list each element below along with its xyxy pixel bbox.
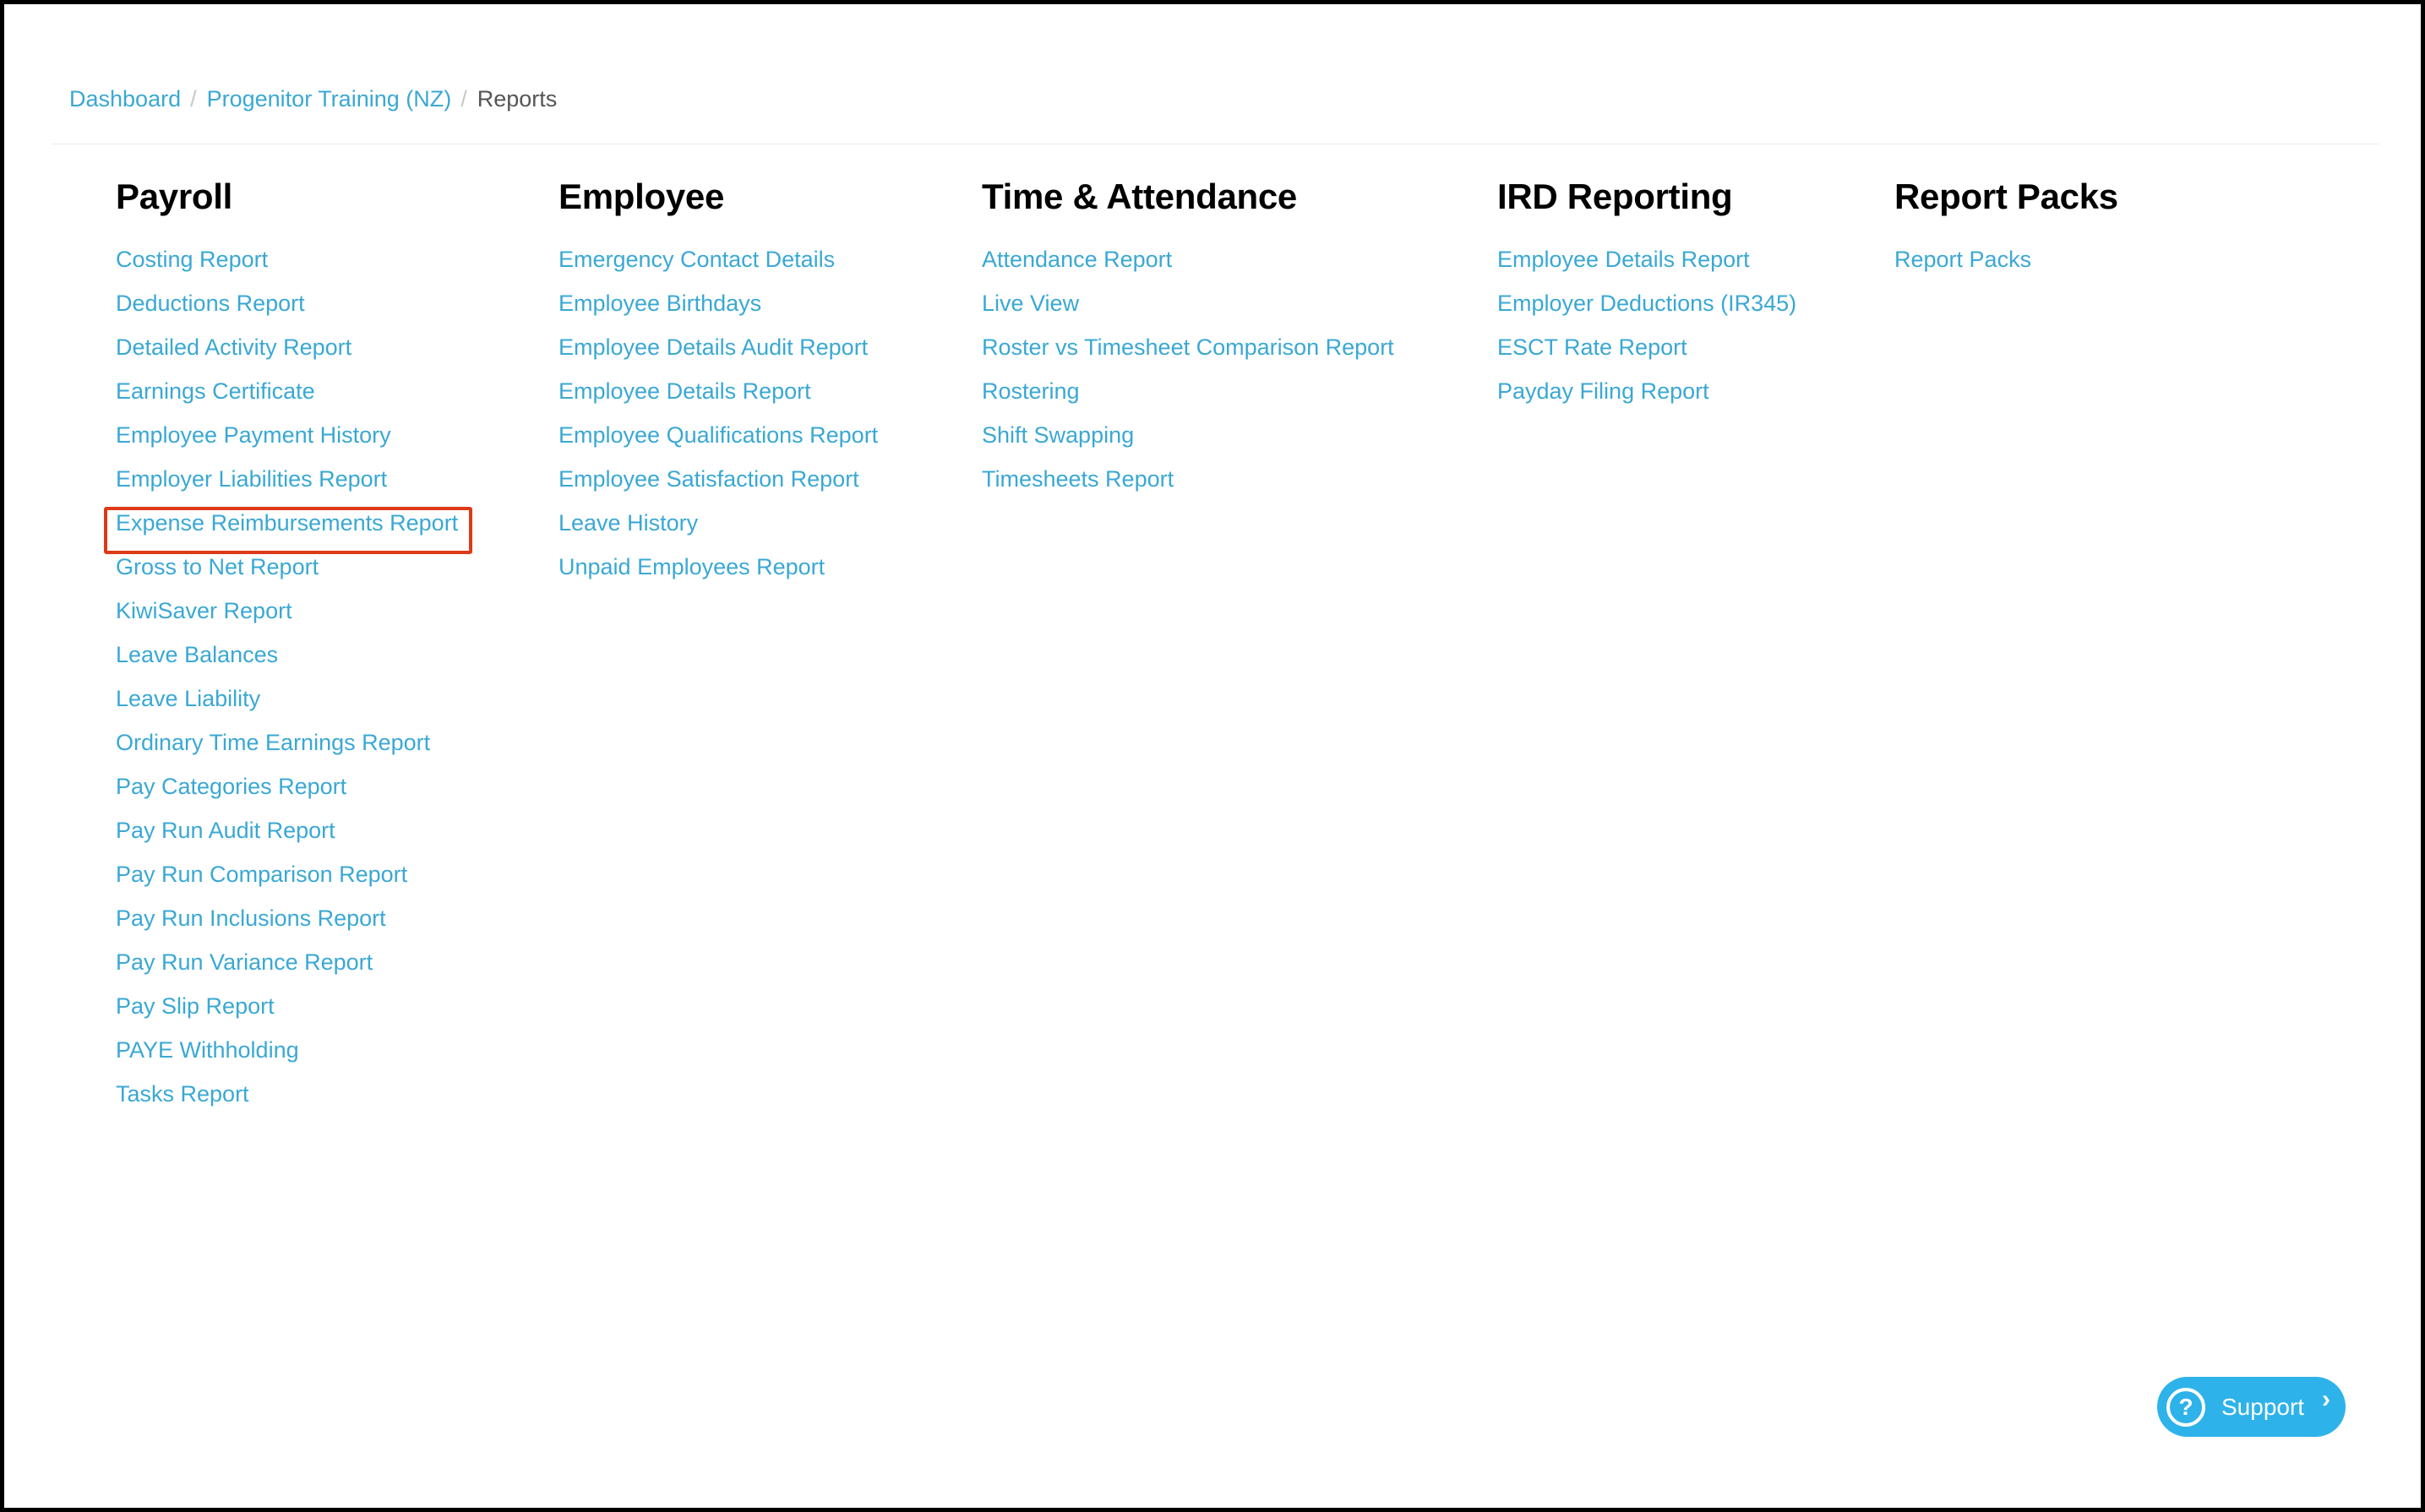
packs-link-report-packs[interactable]: Report Packs xyxy=(1894,247,2032,272)
payroll-report-list xyxy=(116,237,458,1116)
list-item xyxy=(116,545,458,589)
list-item xyxy=(116,457,458,501)
payroll-link-paye-withholding[interactable]: PAYE Withholding xyxy=(116,1037,299,1063)
ird-reporting-heading: IRD Reporting xyxy=(1497,177,1733,216)
list-item xyxy=(116,633,458,677)
chevron-right-icon: › xyxy=(2322,1385,2330,1413)
list-item xyxy=(559,545,878,589)
employee-report-list xyxy=(559,237,878,589)
employee-link-employee-satisfaction-report[interactable]: Employee Satisfaction Report xyxy=(559,466,859,492)
list-item xyxy=(116,940,458,984)
list-item xyxy=(1497,237,1796,281)
list-item xyxy=(982,325,1394,369)
ird-link-employer-deductions-ir345[interactable]: Employer Deductions (IR345) xyxy=(1497,291,1797,316)
question-circle-icon: ? xyxy=(2166,1388,2205,1427)
list-item xyxy=(116,1028,458,1072)
list-item xyxy=(982,457,1394,501)
time-attendance-column xyxy=(982,171,1394,501)
employee-link-unpaid-employees-report[interactable]: Unpaid Employees Report xyxy=(559,554,826,579)
list-item xyxy=(116,281,458,325)
list-item xyxy=(116,764,458,808)
list-item xyxy=(559,457,878,501)
list-item xyxy=(982,369,1394,413)
employee-column xyxy=(559,171,878,589)
time-link-timesheets-report[interactable]: Timesheets Report xyxy=(982,466,1174,492)
list-item xyxy=(116,896,458,940)
time-link-shift-swapping[interactable]: Shift Swapping xyxy=(982,422,1135,448)
list-item xyxy=(116,1072,458,1116)
payroll-link-pay-categories-report[interactable]: Pay Categories Report xyxy=(116,774,347,799)
list-item xyxy=(116,369,458,413)
reports-page xyxy=(4,4,2421,1508)
time-link-attendance-report[interactable]: Attendance Report xyxy=(982,247,1173,272)
list-item xyxy=(982,281,1394,325)
breadcrumb-business-link[interactable]: Progenitor Training (NZ) xyxy=(206,85,452,111)
time-link-rostering[interactable]: Rostering xyxy=(982,378,1080,404)
list-item xyxy=(116,325,458,369)
ird-link-payday-filing-report[interactable]: Payday Filing Report xyxy=(1497,378,1709,404)
ird-link-employee-details-report[interactable]: Employee Details Report xyxy=(1497,247,1750,272)
employee-link-employee-details-audit-report[interactable]: Employee Details Audit Report xyxy=(559,334,869,360)
time-link-live-view[interactable]: Live View xyxy=(982,291,1080,316)
payroll-column xyxy=(116,171,458,1116)
breadcrumb-separator: / xyxy=(460,85,467,111)
payroll-link-ordinary-time-earnings-report[interactable]: Ordinary Time Earnings Report xyxy=(116,730,431,755)
payroll-link-pay-run-audit-report[interactable]: Pay Run Audit Report xyxy=(116,818,335,843)
employee-link-employee-details-report[interactable]: Employee Details Report xyxy=(559,378,811,404)
payroll-link-expense-reimbursements-report[interactable]: Expense Reimbursements Report xyxy=(116,510,459,536)
payroll-link-costing-report[interactable]: Costing Report xyxy=(116,247,269,272)
payroll-link-gross-to-net-report[interactable]: Gross to Net Report xyxy=(116,554,319,579)
list-item xyxy=(982,237,1394,281)
payroll-link-employee-payment-history[interactable]: Employee Payment History xyxy=(116,422,391,448)
payroll-link-pay-run-inclusions-report[interactable]: Pay Run Inclusions Report xyxy=(116,906,386,931)
payroll-link-pay-run-comparison-report[interactable]: Pay Run Comparison Report xyxy=(116,862,408,887)
report-packs-heading: Report Packs xyxy=(1894,177,2118,216)
payroll-link-pay-slip-report[interactable]: Pay Slip Report xyxy=(116,993,275,1019)
list-item xyxy=(982,413,1394,457)
list-item xyxy=(559,369,878,413)
breadcrumb xyxy=(69,82,557,116)
list-item xyxy=(1894,237,2118,281)
list-item xyxy=(116,721,458,764)
payroll-link-kiwisaver-report[interactable]: KiwiSaver Report xyxy=(116,598,292,623)
list-item xyxy=(116,501,458,545)
payroll-link-deductions-report[interactable]: Deductions Report xyxy=(116,291,305,316)
list-item xyxy=(559,237,878,281)
payroll-link-leave-liability[interactable]: Leave Liability xyxy=(116,686,261,711)
list-item xyxy=(559,281,878,325)
payroll-link-earnings-certificate[interactable]: Earnings Certificate xyxy=(116,378,315,404)
support-button[interactable] xyxy=(2157,1377,2346,1437)
list-item xyxy=(116,984,458,1028)
employee-heading: Employee xyxy=(559,177,725,216)
payroll-link-leave-balances[interactable]: Leave Balances xyxy=(116,642,279,667)
payroll-link-tasks-report[interactable]: Tasks Report xyxy=(116,1081,249,1107)
list-item xyxy=(116,677,458,721)
list-item xyxy=(559,501,878,545)
payroll-link-pay-run-variance-report[interactable]: Pay Run Variance Report xyxy=(116,949,373,975)
ird-link-esct-rate-report[interactable]: ESCT Rate Report xyxy=(1497,334,1687,360)
list-item xyxy=(559,325,878,369)
list-item xyxy=(116,852,458,896)
report-packs-column xyxy=(1894,171,2118,281)
list-item xyxy=(1497,281,1796,325)
payroll-link-employer-liabilities-report[interactable]: Employer Liabilities Report xyxy=(116,466,388,492)
list-item xyxy=(1497,369,1796,413)
breadcrumb-separator: / xyxy=(190,85,197,111)
breadcrumb-dashboard-link[interactable]: Dashboard xyxy=(69,85,182,111)
list-item xyxy=(116,589,458,633)
ird-reporting-column xyxy=(1497,171,1796,413)
support-label: Support xyxy=(2221,1393,2305,1420)
employee-link-emergency-contact-details[interactable]: Emergency Contact Details xyxy=(559,247,836,272)
list-item xyxy=(116,808,458,852)
time-attendance-heading: Time & Attendance xyxy=(982,177,1297,216)
list-item xyxy=(1497,325,1796,369)
list-item xyxy=(116,237,458,281)
payroll-link-detailed-activity-report[interactable]: Detailed Activity Report xyxy=(116,334,352,360)
ird-report-list xyxy=(1497,237,1796,413)
employee-link-leave-history[interactable]: Leave History xyxy=(559,510,699,536)
list-item xyxy=(116,413,458,457)
employee-link-employee-qualifications-report[interactable]: Employee Qualifications Report xyxy=(559,422,879,448)
time-attendance-report-list xyxy=(982,237,1394,501)
list-item xyxy=(559,413,878,457)
report-packs-list xyxy=(1894,237,2118,281)
payroll-heading: Payroll xyxy=(116,177,232,216)
time-link-roster-vs-timesheet-comparison-report[interactable]: Roster vs Timesheet Comparison Report xyxy=(982,334,1394,360)
breadcrumb-current: Reports xyxy=(477,85,558,111)
employee-link-employee-birthdays[interactable]: Employee Birthdays xyxy=(559,291,762,316)
